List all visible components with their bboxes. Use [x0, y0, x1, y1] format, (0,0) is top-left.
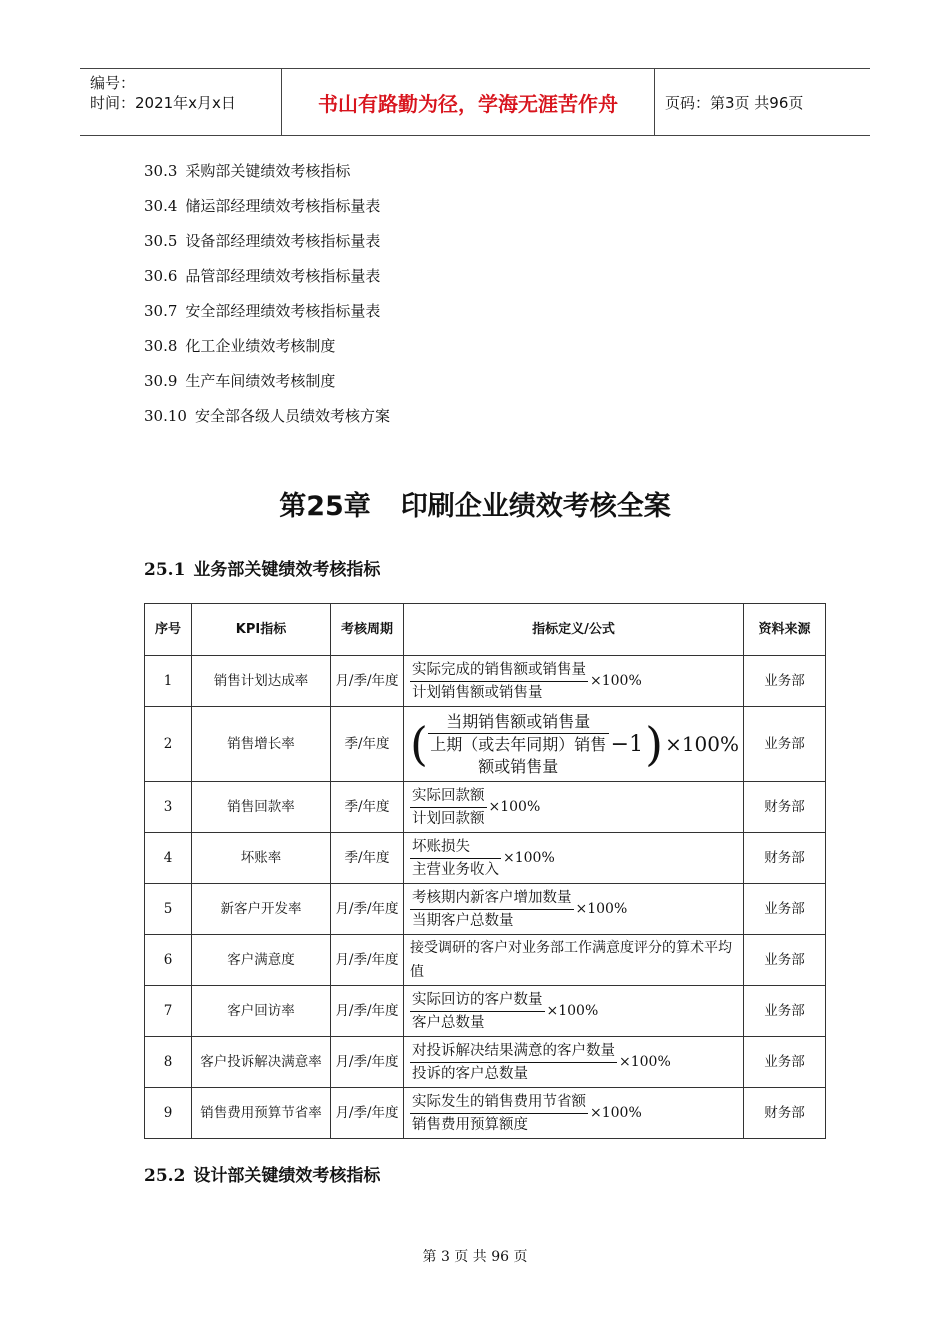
formula-numerator: 实际回访的客户数量: [410, 989, 545, 1012]
formula-denominator: 当期客户总数量: [412, 912, 514, 929]
toc-item-text: 采购部关键绩效考核指标: [185, 162, 351, 180]
chapter-name: 印刷企业绩效考核全案: [400, 491, 671, 522]
toc-list: [144, 158, 390, 438]
page-footer: 第 3 页 共 96 页: [422, 1249, 528, 1265]
row-number: 6: [145, 935, 192, 986]
formula-numerator: 实际完成的销售额或销售量: [410, 659, 588, 682]
table-row: [145, 656, 826, 707]
table-row: [145, 935, 826, 986]
toc-item-text: 设备部经理绩效考核指标量表: [185, 232, 381, 250]
formula-multiplier: ×100%: [590, 1104, 642, 1121]
formula-denominator: 投诉的客户总数量: [412, 1065, 528, 1082]
kpi-source: 财务部: [744, 1088, 826, 1139]
formula-denominator: 计划销售额或销售量: [412, 684, 543, 701]
kpi-name: 销售回款率: [192, 782, 331, 833]
toc-item-text: 生产车间绩效考核制度: [185, 372, 336, 390]
formula-multiplier: ×100%: [590, 672, 642, 689]
row-number: 7: [145, 986, 192, 1037]
kpi-name: 销售增长率: [192, 707, 331, 782]
section-name: 业务部关键绩效考核指标: [193, 560, 381, 580]
kpi-name: 坏账率: [192, 833, 331, 884]
formula-denominator: 计划回款额: [412, 810, 485, 827]
kpi-name: 客户投诉解决满意率: [192, 1037, 331, 1088]
formula-denominator: 主营业务收入: [412, 861, 499, 878]
kpi-formula: [404, 1088, 744, 1139]
formula-multiplier: ×100%: [619, 1053, 671, 1070]
kpi-period: 月/季/年度: [331, 884, 404, 935]
kpi-name: 新客户开发率: [192, 884, 331, 935]
kpi-formula: [404, 707, 744, 782]
formula-multiplier: ×100%: [546, 1002, 599, 1019]
toc-item-text: 安全部经理绩效考核指标量表: [185, 302, 381, 320]
formula-multiplier: ×100%: [665, 731, 739, 756]
kpi-definition: [404, 935, 744, 986]
header-meta: [80, 69, 282, 135]
column-header: 考核周期: [331, 604, 404, 656]
kpi-source: 业务部: [744, 707, 826, 782]
formula-numerator: 对投诉解决结果满意的客户数量: [410, 1040, 617, 1063]
table-row: [145, 782, 826, 833]
kpi-formula: [404, 986, 744, 1037]
column-header: 资料来源: [744, 604, 826, 656]
kpi-source: 财务部: [744, 833, 826, 884]
toc-item-number: 30.5: [144, 232, 178, 250]
formula-denominator: 上期（或去年同期）销售额或销售量: [430, 734, 607, 776]
toc-item[interactable]: [144, 228, 390, 263]
formula-multiplier: ×100%: [503, 849, 555, 866]
toc-item-number: 30.10: [144, 407, 187, 425]
right-paren-icon: ): [645, 717, 664, 771]
formula-multiplier: ×100%: [575, 900, 628, 917]
toc-item-text: 品管部经理绩效考核指标量表: [185, 267, 381, 285]
formula-minus-one: −1: [610, 731, 644, 757]
kpi-formula: [404, 656, 744, 707]
toc-item[interactable]: [144, 158, 390, 193]
left-paren-icon: (: [410, 717, 428, 771]
kpi-period: 月/季/年度: [331, 1037, 404, 1088]
header-motto: 书山有路勤为径，学海无涯苦作舟: [282, 69, 655, 135]
row-number: 1: [145, 656, 192, 707]
kpi-period: 季/年度: [331, 707, 404, 782]
page-header: [80, 68, 870, 136]
toc-item-text: 储运部经理绩效考核指标量表: [185, 197, 381, 215]
serial-label: 编号：: [90, 74, 136, 92]
kpi-source: 业务部: [744, 935, 826, 986]
kpi-period: 季/年度: [331, 782, 404, 833]
formula-numerator: 实际回款额: [410, 785, 487, 808]
chapter-number: 第25章: [279, 491, 371, 522]
formula-numerator: 当期销售额或销售量: [428, 711, 609, 734]
column-header: 序号: [145, 604, 192, 656]
kpi-formula: [404, 782, 744, 833]
section-name: 设计部关键绩效考核指标: [193, 1166, 381, 1186]
toc-item-text: 化工企业绩效考核制度: [185, 337, 336, 355]
section-number: 25.2: [144, 1166, 186, 1186]
toc-item[interactable]: [144, 333, 390, 368]
toc-item[interactable]: [144, 403, 390, 438]
toc-item[interactable]: [144, 298, 390, 333]
row-number: 5: [145, 884, 192, 935]
kpi-name: 销售计划达成率: [192, 656, 331, 707]
table-row: [145, 707, 826, 782]
toc-item[interactable]: [144, 368, 390, 403]
section-title-25-1: [144, 555, 380, 580]
row-number: 9: [145, 1088, 192, 1139]
kpi-period: 月/季/年度: [331, 1088, 404, 1139]
kpi-formula: [404, 1037, 744, 1088]
kpi-source: 业务部: [744, 884, 826, 935]
section-title-25-2: [144, 1161, 380, 1186]
toc-item-text: 安全部各级人员绩效考核方案: [194, 407, 390, 425]
section-number: 25.1: [144, 560, 186, 580]
kpi-source: 业务部: [744, 656, 826, 707]
table-row: [145, 1037, 826, 1088]
kpi-definition-text: 接受调研的客户对业务部工作满意度评分的算术平均值: [410, 940, 732, 980]
table-row: [145, 884, 826, 935]
column-header: KPI指标: [192, 604, 331, 656]
table-row: [145, 833, 826, 884]
formula-multiplier: ×100%: [488, 798, 541, 815]
kpi-formula: [404, 884, 744, 935]
formula-denominator: 销售费用预算额度: [412, 1116, 528, 1133]
time-label: 时间：2021年x月x日: [90, 94, 236, 112]
formula-numerator: 实际发生的销售费用节省额: [410, 1091, 588, 1114]
kpi-formula: [404, 833, 744, 884]
kpi-period: 月/季/年度: [331, 935, 404, 986]
column-header: 指标定义/公式: [404, 604, 744, 656]
kpi-period: 季/年度: [331, 833, 404, 884]
toc-item-number: 30.4: [144, 197, 178, 215]
kpi-name: 客户回访率: [192, 986, 331, 1037]
toc-item-number: 30.7: [144, 302, 178, 320]
kpi-period: 月/季/年度: [331, 986, 404, 1037]
table-row: [145, 1088, 826, 1139]
row-number: 4: [145, 833, 192, 884]
formula-numerator: 坏账损失: [410, 836, 501, 859]
chapter-title: [0, 484, 950, 523]
table-header-row: [145, 604, 826, 656]
toc-item[interactable]: [144, 263, 390, 298]
header-page-info: 页码：第3页 共96页: [665, 93, 804, 112]
kpi-name: 客户满意度: [192, 935, 331, 986]
table-row: [145, 986, 826, 1037]
row-number: 2: [145, 707, 192, 782]
toc-item-number: 30.6: [144, 267, 178, 285]
toc-item-number: 30.9: [144, 372, 178, 390]
toc-item-number: 30.3: [144, 162, 178, 180]
kpi-source: 业务部: [744, 986, 826, 1037]
row-number: 3: [145, 782, 192, 833]
kpi-name: 销售费用预算节省率: [192, 1088, 331, 1139]
formula-denominator: 客户总数量: [412, 1014, 485, 1031]
kpi-table: [144, 603, 826, 1139]
row-number: 8: [145, 1037, 192, 1088]
kpi-period: 月/季/年度: [331, 656, 404, 707]
kpi-source: 财务部: [744, 782, 826, 833]
toc-item-number: 30.8: [144, 337, 178, 355]
toc-item[interactable]: [144, 193, 390, 228]
formula-numerator: 考核期内新客户增加数量: [410, 887, 574, 910]
kpi-source: 业务部: [744, 1037, 826, 1088]
